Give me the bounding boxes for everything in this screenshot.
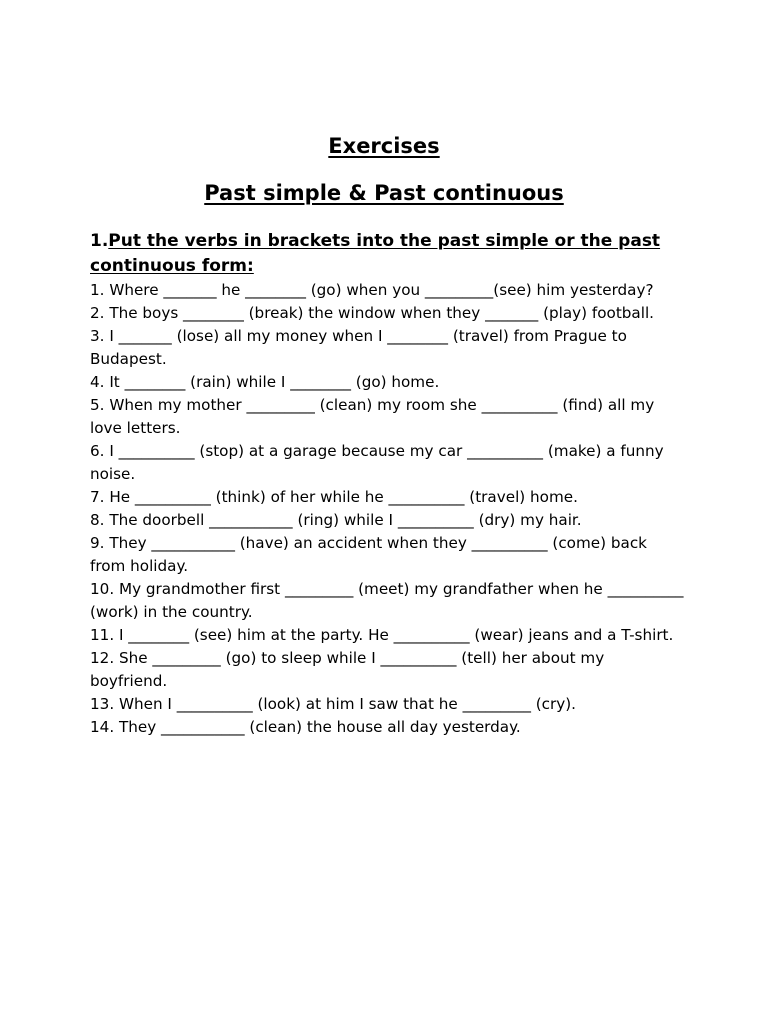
exercise-item: 13. When I __________ (look) at him I saw that he _________ (cry).: [90, 695, 576, 713]
exercise-item: 1. Where _______ he ________ (go) when you _________(see) him yesterday?: [90, 281, 654, 299]
exercise-item: 2. The boys ________ (break) the window when they _______ (play) football.: [90, 304, 655, 322]
exercise-item: 3. I _______ (lose) all my money when I ________ (travel) from Prague to Budapest.: [90, 327, 627, 368]
exercise-instruction: [90, 229, 690, 279]
exercise-item: 8. The doorbell ___________ (ring) while I __________ (dry) my hair.: [90, 511, 582, 529]
page-subtitle: Past simple & Past continuous: [204, 181, 564, 205]
exercise-item: 10. My grandmother first _________ (meet) my grandfather when he __________ (work) in the country.: [90, 580, 684, 621]
exercise-item: 4. It ________ (rain) while I ________ (go) home.: [90, 373, 440, 391]
exercise-list: [90, 279, 686, 739]
exercise-item: 12. She _________ (go) to sleep while I __________ (tell) her about my boyfriend.: [90, 649, 605, 690]
exercise-item: 11. I ________ (see) him at the party. He __________ (wear) jeans and a T-shirt.: [90, 626, 674, 644]
exercise-item: 14. They ___________ (clean) the house all day yesterday.: [90, 718, 521, 736]
exercise-item: 6. I __________ (stop) at a garage because my car __________ (make) a funny noise.: [90, 442, 664, 483]
exercise-item: 9. They ___________ (have) an accident when they __________ (come) back from holiday.: [90, 534, 647, 575]
instruction-number: 1.: [90, 231, 109, 251]
exercise-item: 5. When my mother _________ (clean) my room she __________ (find) all my love letters.: [90, 396, 655, 437]
exercise-item: 7. He __________ (think) of her while he __________ (travel) home.: [90, 488, 578, 506]
instruction-text: Put the verbs in brackets into the past simple or the past continuous form:: [90, 231, 661, 276]
page-title: Exercises: [328, 134, 440, 158]
